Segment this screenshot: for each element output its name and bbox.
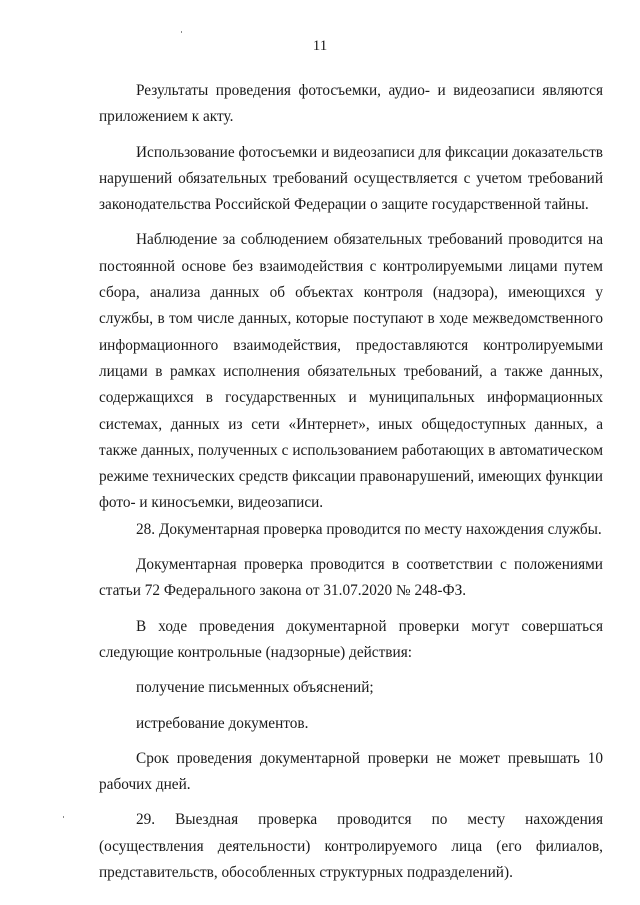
paragraph-documentary-check-basis: Документарная проверка проводится в соответствии с положениями статьи 72 Федерального закона от 31.07.2020 № 248-ФЗ.	[99, 556, 603, 600]
document-body	[99, 78, 603, 886]
paragraph-item-29: 29. Выездная проверка проводится по месту нахождения (осуществления деятельности) контролируемого лица (его филиалов, представительств, обособленных структурных подразделений).	[99, 811, 603, 882]
scan-speck	[63, 816, 64, 818]
paragraph-observation: Наблюдение за соблюдением обязательных требований проводится на постоянной основе без взаимодействия с контролируемыми лицами путем сбора, анализа данных об объектах контроля (надзора), имеющихся у службы, в том числе данных, которые поступают в ходе межведомственного информационного взаимодействия, предоставляются контролируемыми лицами в рамках исполнения обязательных требований, а также данных, содержащихся в государственных и муниципальных информационных системах, данных из сети «Интернет», иных общедоступных данных, а также данных, полученных с использованием работающих в автоматическом режиме технических средств фиксации правонарушений, имеющих функции фото- и киносъемки, видеозаписи.	[99, 231, 603, 512]
list-item-document-request: истребование документов.	[136, 714, 309, 732]
paragraph-control-actions-intro: В ходе проведения документарной проверки могут совершаться следующие контрольные (надзорные) действия:	[99, 617, 603, 661]
paragraph-item-28: 28. Документарная проверка проводится по месту нахождения службы.	[136, 520, 602, 538]
paragraph-photo-usage: Использование фотосъемки и видеозаписи для фиксации доказательств нарушений обязательных требований осуществляется с учетом требований законодательства Российской Федерации о защите государственной тайны.	[99, 143, 603, 214]
scan-speck	[181, 31, 182, 33]
list-item-written-explanations: получение письменных объяснений;	[136, 679, 374, 697]
page-number: 11	[312, 38, 328, 54]
paragraph-photo-results: Результаты проведения фотосъемки, аудио- и видеозаписи являются приложением к акту.	[99, 82, 603, 126]
paragraph-check-duration: Срок проведения документарной проверки не может превышать 10 рабочих дней.	[99, 749, 603, 794]
